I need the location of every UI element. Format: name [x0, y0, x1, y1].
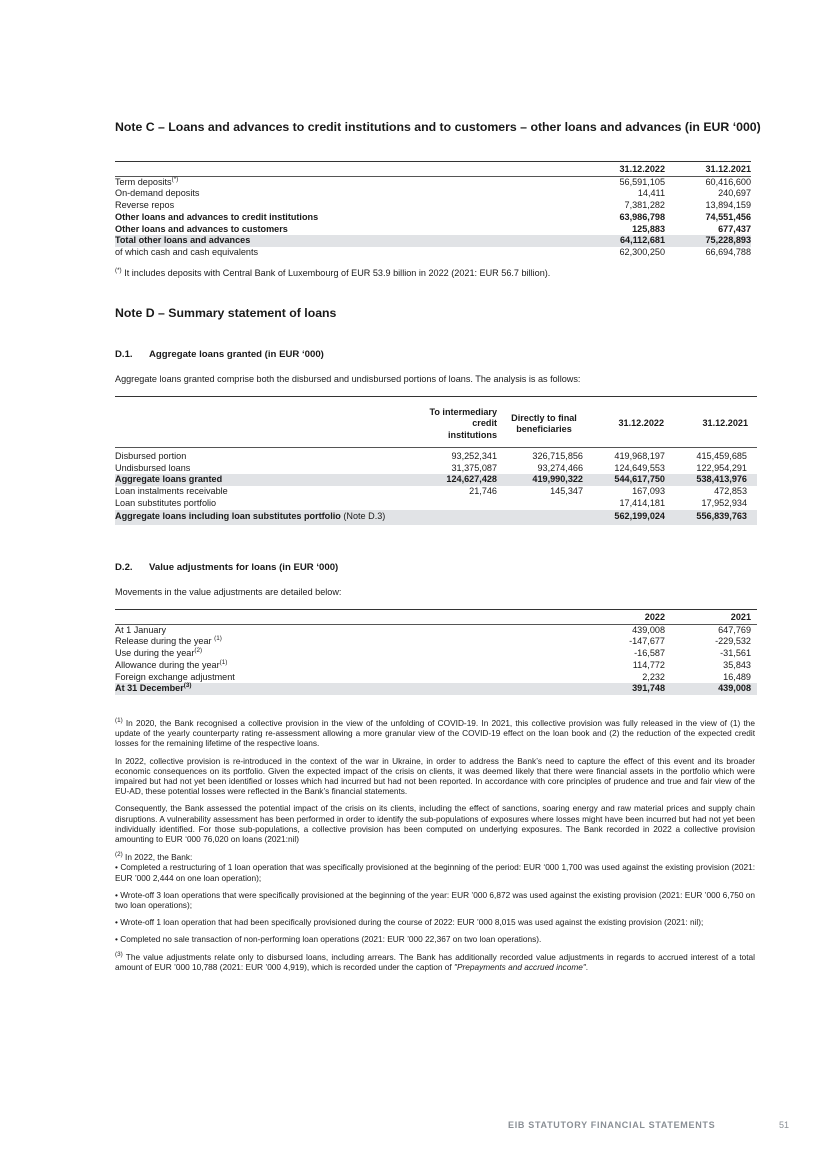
col-header: 31.12.2021 [702, 418, 748, 428]
cell-value: -31,561 [720, 648, 751, 659]
table-row [115, 624, 757, 636]
cell-value: 124,649,553 [614, 462, 665, 473]
footnote-text: . [585, 961, 589, 972]
cell-value: -16,587 [634, 648, 665, 659]
footnote-text: The value adjustments relate only to disbursed loans, including arrears. The Bank has additionally recorded value adjustments in regards to accrued interest of a total amount of EUR ’000 10,788 (2021: EUR ’000 4,919), which is recorded under the caption of [115, 951, 756, 972]
cell-value: 647,769 [665, 624, 751, 636]
row-label: At 31 December [115, 683, 184, 694]
cell-value: 419,968,197 [614, 451, 665, 461]
table-top-rule [115, 609, 757, 610]
col-header-line: beneficiaries [516, 424, 572, 435]
table-row [115, 498, 757, 510]
col-header: 31.12.2021 [705, 164, 751, 174]
cell-value: 93,252,341 [451, 451, 497, 461]
row-label: Loan substitutes portfolio [115, 497, 217, 508]
table-row [115, 188, 751, 200]
table-row [115, 648, 757, 660]
row-label: Allowance during the year [115, 659, 220, 670]
total-row [115, 235, 751, 247]
cell-value: 544,617,750 [583, 474, 665, 486]
cell-value: 122,954,291 [696, 462, 747, 473]
cell-value: -147,677 [629, 636, 665, 647]
row-label: At 1 January [115, 624, 167, 635]
cell-value: 326,715,856 [532, 451, 583, 461]
cell-value: 562,199,024 [583, 510, 665, 525]
table-row [115, 224, 751, 236]
note-c-table [115, 164, 751, 259]
section-title: Aggregate loans granted (in EUR ‘000) [149, 349, 324, 360]
col-header-line: To intermediary [429, 407, 497, 417]
row-label: Disbursed portion [115, 451, 187, 461]
footnote-1-para: Consequently, the Bank assessed the potential impact of the crisis on its clients, including the effect of sanctions, soaring energy and raw material prices and supply chain disruptions. A vulnerability assessment has been performed in order to identify the sub-populations of exposures where losses might have been incurred but had not yet been individually identified. For those sub-populations, a collective provision has been computed on underlying exposures. The Bank recorded in 2022 a collective provision amounting to EUR ‘000 76,020 on loans (2021:nil) [115, 803, 755, 845]
cell-value: 419,990,322 [497, 474, 583, 486]
row-label: Aggregate loans including loan substitutes portfolio [115, 511, 341, 522]
cell-value [412, 510, 497, 525]
section-number: D.1. [115, 349, 133, 360]
cell-value: 125,883 [632, 223, 665, 234]
cell-value: 240,697 [718, 188, 751, 199]
cell-value: 439,008 [665, 683, 751, 695]
table-row [115, 200, 751, 212]
footnote-marker: (*) [171, 175, 179, 183]
footnote-2-bullet: • Completed a restructuring of 1 loan operation that was specifically provisioned at the beginning of the period: EUR ‘000 1,700 was used against the existing provision (2021: EUR ’000 2,444 on one loan operation); [115, 862, 755, 883]
table-top-rule [115, 161, 751, 162]
table-row [115, 672, 757, 684]
col-header-line: institutions [448, 429, 497, 440]
cell-value: 415,459,685 [696, 451, 747, 461]
footnote-1-para [115, 718, 755, 749]
cell-value: 16,489 [723, 671, 751, 682]
cell-value: 124,627,428 [412, 474, 497, 486]
cell-value: 66,694,788 [705, 246, 751, 257]
footnote-marker: (3) [115, 950, 123, 958]
total-row [115, 510, 757, 525]
col-header-direct [500, 413, 588, 436]
footer-title: EIB STATUTORY FINANCIAL STATEMENTS [508, 1120, 716, 1130]
footnote-2-head [115, 852, 755, 862]
d1-heading [115, 349, 324, 360]
col-header: 2021 [730, 612, 751, 622]
footnote-3-para [115, 952, 755, 972]
row-label: Reverse repos [115, 200, 175, 211]
col-header: 31.12.2022 [618, 418, 664, 428]
section-title: Value adjustments for loans (in EUR ‘000) [149, 562, 339, 573]
cell-value: 556,839,763 [665, 510, 747, 525]
cell-value: 63,986,798 [619, 211, 665, 222]
cell-value: 13,894,159 [705, 200, 751, 211]
table-row [115, 486, 757, 498]
total-row [115, 683, 757, 695]
cell-value [412, 498, 497, 510]
table-header-row [115, 612, 757, 624]
d2-table [115, 612, 757, 695]
footnote-text: In 2022, the Bank: [125, 852, 193, 863]
cell-value: 17,414,181 [619, 497, 665, 508]
note-c-footnote [115, 268, 550, 279]
row-label: Total other loans and advances [115, 235, 547, 247]
page-number: 51 [779, 1120, 790, 1130]
cell-value: 677,437 [718, 223, 751, 234]
cell-value: 7,381,282 [624, 200, 665, 211]
row-label: of which cash and cash equivalents [115, 246, 259, 257]
table-row [115, 451, 757, 463]
footnote-marker: (*) [115, 267, 122, 274]
header-rule [115, 447, 757, 448]
d2-intro: Movements in the value adjustments are detailed below: [115, 587, 342, 597]
table-row [115, 247, 751, 259]
table-header-row [115, 164, 751, 176]
footnote-marker: (2) [115, 851, 123, 859]
table-row [115, 660, 757, 672]
d2-heading [115, 562, 338, 573]
footnote-marker: (1) [219, 658, 228, 666]
row-label: Aggregate loans granted [115, 474, 412, 486]
cell-value: 17,952,934 [701, 497, 747, 508]
d1-table [115, 451, 757, 525]
row-label: Undisbursed loans [115, 462, 191, 473]
caption-reference: "Prepayments and accrued income" [454, 961, 586, 972]
cell-value [497, 510, 583, 525]
cell-value: 31,375,087 [451, 462, 497, 473]
footnote-marker: (3) [183, 682, 192, 690]
row-label: Loan instalments receivable [115, 486, 228, 497]
cell-value: 64,112,681 [547, 235, 665, 247]
footnote-2-bullet: • Wrote-off 3 loan operations that were specifically provisioned at the beginning of the year: EUR ’000 6,872 was used against the existing provision (2021: EUR ’000 6,750 on two loan operations); [115, 889, 755, 911]
col-header-intermediary [400, 407, 497, 441]
cell-value: 93,274,466 [537, 462, 583, 473]
cell-value: 21,746 [469, 486, 497, 497]
footnote-2-bullet: • Wrote-off 1 loan operation that had been specifically provisioned during the course of 2022: EUR ’000 8,015 was used against the existing provision (2021: nil); [115, 917, 704, 928]
cell-value: 114,772 [632, 659, 665, 670]
cell-value: 538,413,976 [665, 474, 747, 486]
cell-value: 75,228,893 [665, 235, 751, 247]
note-d-title: Note D – Summary statement of loans [115, 306, 337, 320]
col-header-line: credit [472, 418, 497, 429]
cell-value: 60,416,600 [665, 176, 751, 188]
cell-value: 439,008 [547, 624, 665, 636]
col-header: 31.12.2022 [619, 164, 665, 174]
cell-value: 56,591,105 [547, 176, 665, 188]
table-row [115, 212, 751, 224]
table-row [115, 463, 757, 475]
cell-value: 74,551,456 [705, 211, 751, 222]
cell-value: 62,300,250 [619, 246, 665, 257]
cell-value: 472,853 [714, 486, 747, 497]
d1-intro: Aggregate loans granted comprise both the disbursed and undisbursed portions of loans. The analysis is as follows: [115, 374, 581, 384]
row-label: Release during the year [115, 636, 215, 647]
d2-footnotes [115, 718, 755, 972]
total-row [115, 474, 757, 486]
row-label: Use during the year [115, 648, 195, 659]
cell-value [497, 498, 583, 510]
note-c-title: Note C – Loans and advances to credit institutions and to customers – other loans and advances (in EUR ‘000) [115, 120, 761, 134]
footnote-marker: (1) [115, 717, 123, 724]
table-row [115, 636, 757, 648]
footnote-1-para: In 2022, collective provision is re-introduced in the context of the war in Ukraine, in order to address the Bank’s need to capture the effect of this event and its broader economic consequences on its portfolio. Given the expected impact of the crisis on clients, it was deemed likely that there were financial assets in the portfolio which were impaired but had not yet been identified or losses which had incurred but had not been reported. In accordance with core principles of prudence and true and fair view of the EU-AD, these potential losses were reflected in the Bank’s financial statements. [115, 755, 755, 797]
cell-value: 167,093 [632, 486, 665, 497]
footnote-marker: (1) [214, 635, 222, 643]
row-label: On-demand deposits [115, 188, 200, 199]
cell-value: 391,748 [547, 683, 665, 695]
footnote-marker: (2) [194, 647, 203, 655]
row-label: Other loans and advances to credit institutions [115, 211, 319, 222]
cell-value: 14,411 [637, 188, 665, 199]
footnote-2-bullet: • Completed no sale transaction of non-performing loan operations (2021: EUR ’000 22,367 on two loan operations). [115, 934, 542, 945]
col-header: 2022 [644, 612, 665, 622]
col-header-line: Directly to final [511, 413, 577, 423]
row-label: Other loans and advances to customers [115, 223, 288, 234]
note-reference: (Note D.3) [340, 511, 386, 522]
footnote-text: In 2020, the Bank recognised a collective provision in the view of the unfolding of COVID-19. In 2021, this collective provision was fully released in the view of (1) the update of the yearly counterparty rating re-assessment allowing a more granular view of the COVID-19 effect on the loan book and (2) the reduction of the expected credit losses for the remaining lifetime of the respective loans. [115, 718, 755, 749]
cell-value: 145,347 [550, 486, 583, 497]
cell-value: 2,232 [642, 671, 665, 682]
footnote-text: It includes deposits with Central Bank of Luxembourg of EUR 53.9 billion in 2022 (2021: EUR 56.7 billion). [124, 268, 551, 278]
cell-value: 35,843 [723, 659, 751, 670]
table-top-rule [115, 396, 757, 397]
row-label: Term deposits [115, 176, 172, 187]
section-number: D.2. [115, 562, 133, 573]
cell-value: -229,532 [715, 636, 751, 647]
table-row [115, 176, 751, 188]
row-label: Foreign exchange adjustment [115, 671, 235, 682]
